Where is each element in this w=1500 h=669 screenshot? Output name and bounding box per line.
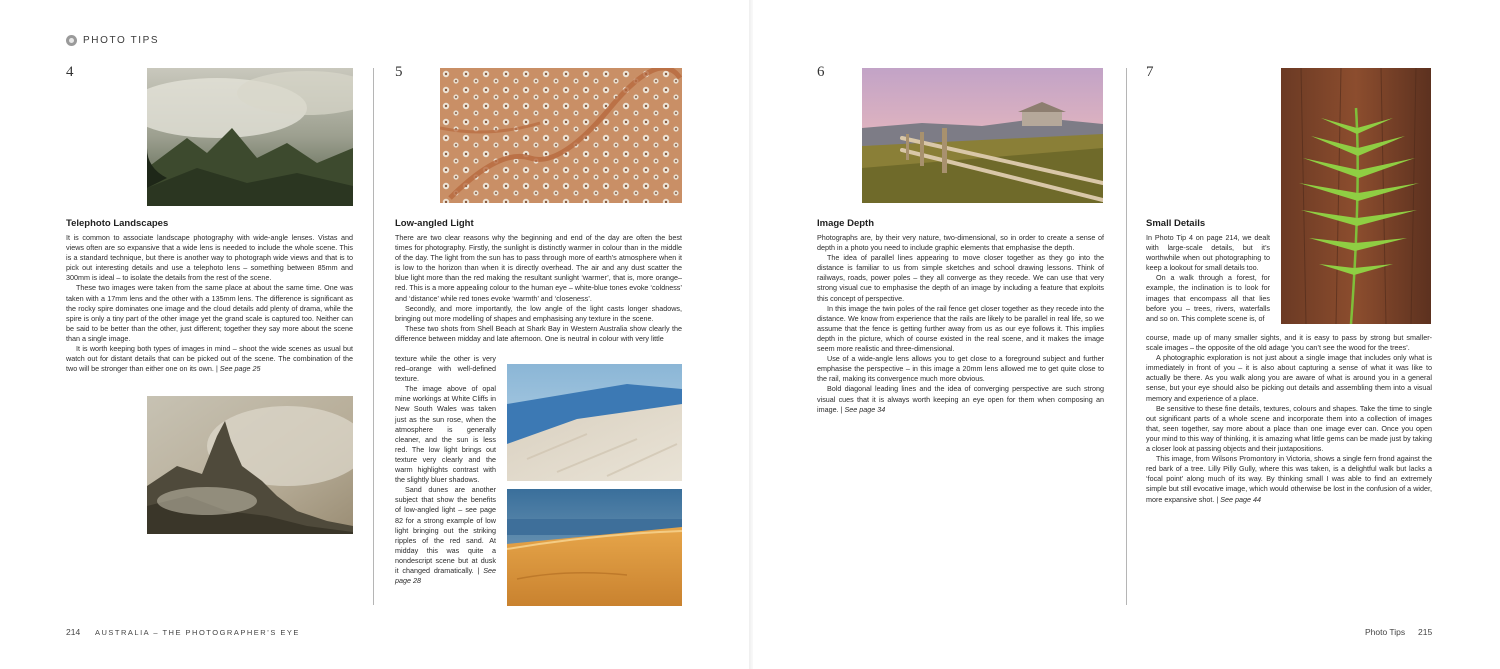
body-paragraph: Secondly, and more importantly, the low angle of the light casts longer shadows, bringing out more modelling of shapes and emphasising any texture in the scene. (395, 303, 682, 323)
footer-page-number-right: 215 (1418, 627, 1433, 637)
see-page-reference: | See page 34 (840, 404, 886, 414)
body-paragraph: Photographs are, by their very nature, two-dimensional, so in order to create a sense of depth in a photo you need to include graphic elements that emphasise the depth. (817, 233, 1104, 253)
body-paragraph: This image, from Wilsons Promontory in Victoria, shows a single fern frond against the red bark of a tree. Lilly Pilly Gully, where this was taken, is a delightful walk but lacks a ‘focal point’ along much of its way. By thinking small I was able to find an extremely simple but still evocative image, which would otherwise be lost in the confusion of a wider, more expansive shot. (1146, 454, 1432, 504)
photo-misty-spire-wide (147, 68, 353, 206)
section-header (66, 35, 159, 46)
body-paragraph: On a walk through a forest, for example, the inclination is to look for images that encompass all that lies before you – trees, rivers, waterfalls and so on. This complete scene is, of (1146, 273, 1270, 323)
tip-title: Image Depth (817, 218, 875, 229)
misty-spire-telephoto-image (147, 396, 353, 534)
tip-body-narrow (395, 354, 496, 586)
body-paragraph: A photographic exploration is not just about a single image that includes only what is immediately in front of you – it is also about capturing a sense of what it was like to actually be there. As you walk along you are aware of what is around you in a general sense, but your eye should also be picking out details and assembling them into a visual memory and experience of a place. (1146, 353, 1432, 403)
photo-fern-frond (1281, 68, 1431, 324)
column-rule-right-page (1126, 68, 1127, 605)
body-paragraph: Sand dunes are another subject that show the benefits of low-angled light – see page 82 for a strong example of low light bringing out the striking ripples of the red sand. At midday this was quite a nondescript scene but at dusk it changed dramatically. (395, 485, 496, 575)
tip-number: 5 (395, 64, 403, 80)
body-paragraph: These two images were taken from the same place at about the same time. One was taken with a 17mm lens and the other with a 135mm lens. The difference is significant as the rocky spire dominates one image and the cloud details add plenty of drama, while the spire is only a tiny part of the other image yet the grand scale is captured too. Neither can be said to be better than the other, just different; together they say more about the scene than a single image. (66, 283, 353, 343)
body-paragraph: In Photo Tip 4 on page 214, we dealt with large-scale details, but it’s worthwhile when out photographing to keep a lookout for small details too. (1146, 233, 1270, 273)
section-header-label: PHOTO TIPS (83, 35, 160, 46)
tip-title: Low-angled Light (395, 218, 474, 229)
photo-tips-logo-icon (66, 35, 77, 46)
tip-body-narrow (1146, 233, 1270, 324)
tip-body (395, 233, 682, 344)
body-paragraph: There are two clear reasons why the beginning and end of the day are often the best times for photography. Firstly, the sunlight is distinctly warmer in colour than in the middle of the day. The light from the sun has to pass through more of earth’s atmosphere when it is low to the horizon than when it is directly overhead. The air and any dust scatter the blue light more than the red making the resultant sunlight ‘warmer’, that is, more orange–red. This is a more appealing colour to the human eye – white-blue tones evoke ‘coldness’ and ‘distance’ while red tones evoke ‘warmth’ and ‘closeness’. (395, 233, 682, 303)
footer-section-name: Photo Tips (1365, 627, 1406, 637)
body-paragraph: Use of a wide-angle lens allows you to get close to a foreground subject and further emphasise the perspective – in this image a 20mm lens allowed me to get quite close to the rail, making its convergence much more obvious. (817, 354, 1104, 384)
photo-opal-mine-workings (440, 68, 682, 203)
tip-number: 6 (817, 64, 825, 80)
footer-page-number-left: 214 (66, 627, 81, 637)
body-paragraph: texture while the other is very red–orange with well-defined texture. (395, 354, 496, 384)
page-gutter (749, 0, 753, 669)
tip-title: Small Details (1146, 218, 1206, 229)
body-paragraph: Bold diagonal leading lines and the idea of converging perspective are such strong visual cues that it is always worth keeping an eye open for them when composing an image. (817, 384, 1104, 414)
opal-mine-aerial-image (440, 68, 682, 203)
tip-number: 4 (66, 64, 74, 80)
footer-book-title: AUSTRALIA – THE PHOTOGRAPHER’S EYE (95, 628, 300, 637)
photo-shell-beach-dusk (507, 489, 682, 606)
photo-rail-fence (862, 68, 1103, 203)
tip-title: Telephoto Landscapes (66, 218, 169, 229)
photo-misty-spire-telephoto (147, 396, 353, 534)
misty-spire-wide-image (147, 68, 353, 206)
see-page-reference: | See page 28 (395, 565, 496, 586)
tip-body (817, 233, 1104, 415)
body-paragraph: It is worth keeping both types of images in mind – shoot the wide scenes as usual but watch out for distant details that can be picked out of the scene. The combination of the two will be stronger than either one on its own. (66, 344, 353, 374)
see-page-reference: | See page 25 (215, 364, 261, 374)
tip-body (66, 233, 353, 374)
tip-number: 7 (1146, 64, 1154, 80)
body-paragraph: Be sensitive to these fine details, textures, colours and shapes. Take the time to single out significant parts of a whole scene and incorporate them into a collection of images that, seen together, say more about a place than one image ever can. Once you open your mind to this way of thinking, it is amazing what little gems can be made just by taking a closer look at passing objects and their juxtapositions. (1146, 403, 1432, 454)
see-page-reference: | See page 44 (1216, 494, 1261, 504)
body-paragraph: In this image the twin poles of the rail fence get closer together as they recede into the distance. We know from experience that the rails are likely to be parallel in real life, so we assume that the fence is getting further away from us as our eye follows it. This implies depth in the picture, which of course existed in the real scene, and it makes the image seem more realistic and three-dimensional. (817, 303, 1104, 354)
shell-beach-midday-image (507, 364, 682, 481)
body-paragraph: course, made up of many smaller sights, and it is easy to pass by strong but smaller-scale images – the opposite of the old adage ‘you can’t see the wood for the trees’. (1146, 333, 1432, 353)
body-paragraph: These two shots from Shell Beach at Shark Bay in Western Australia show clearly the difference between midday and late afternoon. One is neutral in colour with very little (395, 323, 682, 343)
body-paragraph: It is common to associate landscape photography with wide-angle lenses. Vistas and views often are so expansive that a wide lens is needed to include the whole scene. This is a standard technique, but there is another way to photograph wide views and that is to pick out interesting details and use a telephoto lens – something between 85mm and 300mm is ideal – to isolate the details from the rest of the scene. (66, 233, 353, 283)
shell-beach-dusk-image (507, 489, 682, 606)
fern-frond-image (1281, 68, 1431, 324)
body-paragraph: The image above of opal mine workings at White Cliffs in New South Wales was taken just as the sun rose, when the atmosphere is generally cleaner, and the sun is less red. The low light brings out texture very clearly and the warm highlights contrast with the slightly bluer shadows. (395, 384, 496, 485)
rail-fence-image (862, 68, 1103, 203)
tip-body (1146, 333, 1432, 505)
photo-shell-beach-midday (507, 364, 682, 481)
body-paragraph: The idea of parallel lines appearing to move closer together as they go into the distance is familiar to us from simple sketches and school drawing lessons. Think of railways, roads, power poles – they all converge as they recede. We can use that very strong visual cue to emphasise the depth of an image by including a feature that exploits this concept of perspective. (817, 253, 1104, 303)
column-rule-left-page (373, 68, 374, 605)
